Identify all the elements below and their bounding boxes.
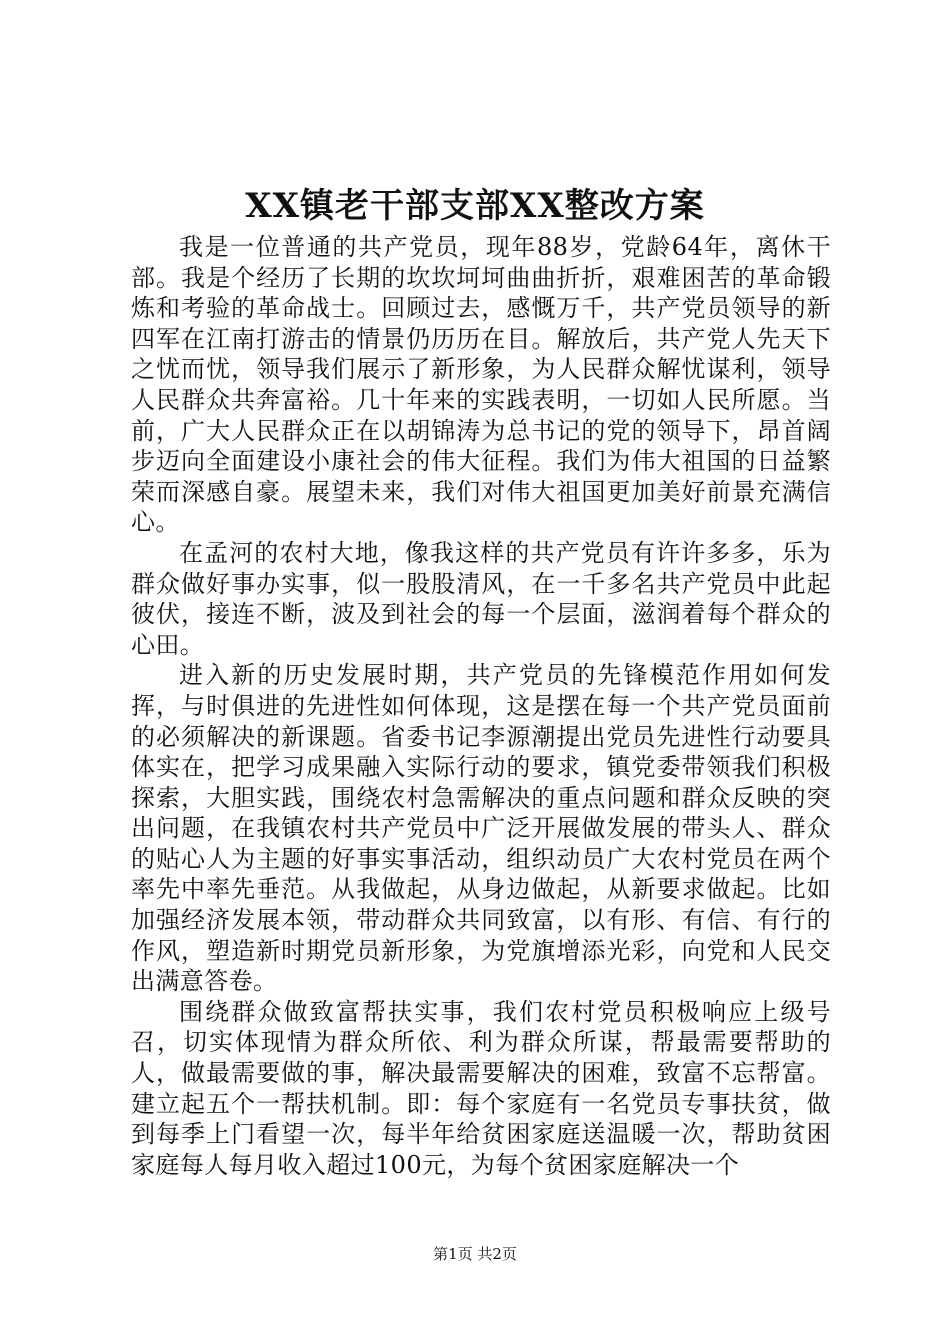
paragraph: 进入新的历史发展时期，共产党员的先锋模范作用如何发挥，与时俱进的先进性如何体现，这是摆在每一个共产党员面前的必须解决的新课题。省委书记李源潮提出党员先进性行动要具体实在，把学习成果融入实际行动的要求，镇党委带领我们积极探索，大胆实践，围绕农村急需解决的重点问题和群众反映的突出问题，在我镇农村共产党员中广泛开展做发展的带头人、群众的贴心人为主题的好事实事活动，组织动员广大农村党员在两个率先中率先垂范。从我做起，从身边做起，从新要求做起。比如加强经济发展本领，带动群众共同致富，以有形、有信、有行的作风，塑造新时期党员新形象，为党旗增添光彩，向党和人民交出满意答卷。 [131, 661, 831, 996]
document-body [131, 232, 831, 1180]
document-title: XX镇老干部支部XX整改方案 [245, 186, 705, 226]
paragraph: 我是一位普通的共产党员，现年88岁，党龄64年，离休干部。我是个经历了长期的坎坎坷坷曲曲折折，艰难困苦的革命锻炼和考验的革命战士。回顾过去，感慨万千，共产党员领导的新四军在江南打游击的情景仍历历在目。解放后，共产党人先天下之忧而忧，领导我们展示了新形象，为人民群众解忧谋利，领导人民群众共奔富裕。几十年来的实践表明，一切如人民所愿。当前，广大人民群众正在以胡锦涛为总书记的党的领导下，昂首阔步迈向全面建设小康社会的伟大征程。我们为伟大祖国的日益繁荣而深感自豪。展望未来，我们对伟大祖国更加美好前景充满信心。 [131, 233, 831, 537]
page-footer: 第1页 共2页 [433, 1245, 517, 1263]
paragraph: 围绕群众做致富帮扶实事，我们农村党员积极响应上级号召，切实体现情为群众所依、利为群众所谋，帮最需要帮助的人，做最需要做的事，解决最需要解决的困难，致富不忘帮富。建立起五个一帮扶机制。即：每个家庭有一名党员专事扶贫，做到每季上门看望一次，每半年给贫困家庭送温暖一次，帮助贫困家庭每人每月收入超过100元，为每个贫困家庭解决一个 [131, 997, 831, 1179]
paragraph: 在孟河的农村大地，像我这样的共产党员有许许多多，乐为群众做好事办实事，似一股股清风，在一千多名共产党员中此起彼伏，接连不断，波及到社会的每一个层面，滋润着每个群众的心田。 [131, 538, 831, 659]
